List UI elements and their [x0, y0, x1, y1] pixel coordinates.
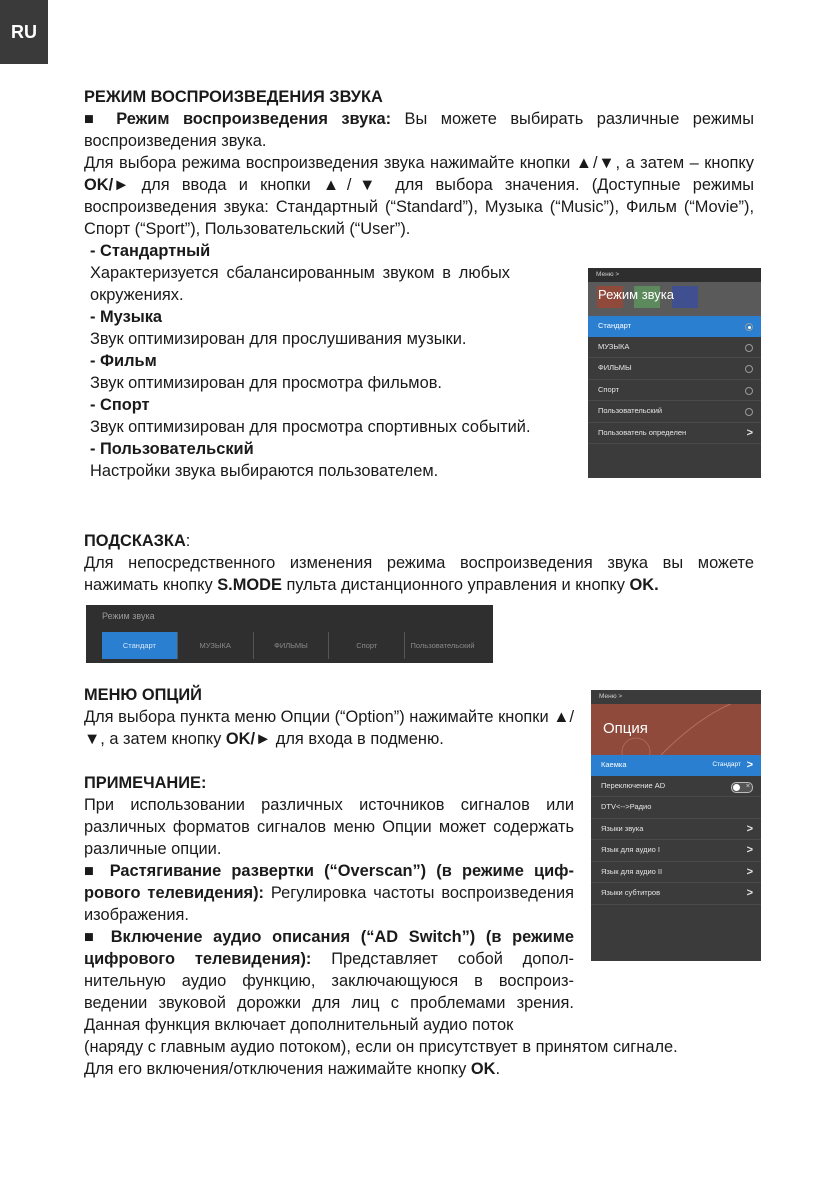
menu-item-music[interactable]: МУЗЫКА	[588, 337, 761, 359]
mode-desc: Звук оптимизирован для прослушивания музыки.	[90, 330, 467, 348]
radio-selected-icon	[745, 323, 753, 331]
mode-desc: Звук оптимизирован для просмотра спортивных событий.	[90, 418, 531, 436]
menu-item-dtv-radio[interactable]: DTV<-->Радио	[591, 797, 761, 819]
bar-tabs	[102, 632, 480, 659]
mode-desc: Настройки звука выбираются пользователем.	[90, 462, 439, 480]
mode-desc: Характеризуется сбалансированным звуком в любых окружениях.	[90, 264, 510, 304]
modes-list	[90, 240, 570, 482]
hint-heading: ПОДСКАЗКА:	[84, 532, 191, 550]
toggle-switch[interactable]	[731, 782, 753, 793]
note-heading: ПРИМЕЧАНИЕ:	[84, 774, 207, 792]
radio-icon	[745, 365, 753, 373]
tab-sport[interactable]: Спорт	[328, 632, 404, 659]
menu-item-standard[interactable]: Стандарт	[588, 316, 761, 337]
menu-header	[591, 704, 761, 755]
language-tab: RU	[0, 0, 48, 64]
menu-title: Режим звука	[598, 287, 674, 302]
header-color-block	[672, 286, 698, 308]
menu-item-movie[interactable]: ФИЛЬМЫ	[588, 358, 761, 380]
sound-mode-bar	[86, 605, 493, 663]
mode-title: - Спорт	[90, 396, 150, 414]
menu-title: Опция	[603, 720, 648, 737]
item-value: Стандарт	[712, 761, 741, 768]
sound-intro: ■ Режим воспроизведения звука: Вы можете выбирать различные режимы воспроизведения звука. Для выбора режима воспроизведения звука нажимайте кнопки ▲/▼, а затем – кнопку OK/► для ввода и кнопки ▲/▼ для выбора значения. (Доступные режимы воспроизведения звука: Стандартный (“Standard”), Музыка (“Music”), Фильм (“Movie”), Спорт (“Sport”), Пользовательский (“User”).	[84, 110, 754, 238]
chevron-right-icon: >	[746, 887, 753, 899]
hint-text: Для непосредственного изменения режима воспроизведения звука вы можете нажимать кнопку S.MODE пульта дистанционного управления и кнопку OK.	[84, 554, 754, 594]
mode-desc: Звук оптимизирован для просмотра фильмов.	[90, 374, 442, 392]
tab-standard[interactable]: Стандарт	[102, 632, 177, 659]
menu-header	[588, 282, 761, 316]
note-tail: (наряду с главным аудио потоком), если он присутствует в принятом сигнале. Для его включения/отключения нажимайте кнопку OK.	[84, 1038, 678, 1078]
menu-item-ad-switch[interactable]: Переключение AD ×	[591, 776, 761, 798]
options-heading: МЕНЮ ОПЦИЙ	[84, 686, 202, 704]
mode-title: - Стандартный	[90, 242, 211, 260]
menu-item-overscan[interactable]: Каемка Стандарт >	[591, 755, 761, 776]
menu-breadcrumb: Меню >	[588, 268, 761, 282]
menu-item-audio-language-2[interactable]: Язык для аудио II >	[591, 862, 761, 884]
menu-item-user[interactable]: Пользовательский	[588, 401, 761, 423]
tab-user[interactable]: Пользовательский	[404, 632, 480, 659]
chevron-right-icon: >	[746, 426, 753, 439]
menu-item-subtitle-languages[interactable]: Языки субтитров >	[591, 883, 761, 905]
option-menu	[591, 690, 761, 961]
radio-icon	[745, 408, 753, 416]
mode-title: - Фильм	[90, 352, 157, 370]
menu-item-sport[interactable]: Спорт	[588, 380, 761, 402]
chevron-right-icon: >	[746, 822, 753, 835]
menu-item-audio-languages[interactable]: Языки звука >	[591, 819, 761, 841]
options-text: Для выбора пункта меню Опции (“Option”) нажимайте кнопки ▲/▼, а затем кнопку OK/► для входа в подменю.	[84, 708, 574, 748]
tab-movie[interactable]: ФИЛЬМЫ	[253, 632, 329, 659]
chevron-right-icon: >	[746, 865, 753, 878]
chevron-right-icon: >	[746, 759, 753, 771]
note-body: При использовании различных источников сигналов или различных форматов сигналов меню Опции может содержать различные опции. ■ Растягивание развертки (“Overscan”) (в режиме цифрового телевидения): Регулировка частоты воспроизведения изображения. ■ Включение аудио описания (“AD Switch”) (в режиме цифрового телевидения): Представляет собой дополнительную аудио функцию, заключающуюся в воспроизведении звуковой дорожки для лиц с проблемами зрения. Данная функция включает дополнительный аудио поток	[84, 796, 575, 1034]
radio-icon	[745, 344, 753, 352]
radio-icon	[745, 387, 753, 395]
menu-item-user-defined[interactable]: Пользователь определен >	[588, 423, 761, 445]
sound-heading: РЕЖИМ ВОСПРОИЗВЕДЕНИЯ ЗВУКА	[84, 88, 383, 106]
chevron-right-icon: >	[746, 844, 753, 856]
bar-title: Режим звука	[102, 611, 155, 621]
mode-title: - Музыка	[90, 308, 163, 326]
tab-music[interactable]: МУЗЫКА	[177, 632, 253, 659]
menu-item-audio-language-1[interactable]: Язык для аудио I >	[591, 840, 761, 862]
sound-mode-menu	[588, 268, 761, 478]
menu-breadcrumb: Меню >	[591, 690, 761, 704]
mode-title: - Пользовательский	[90, 440, 254, 458]
